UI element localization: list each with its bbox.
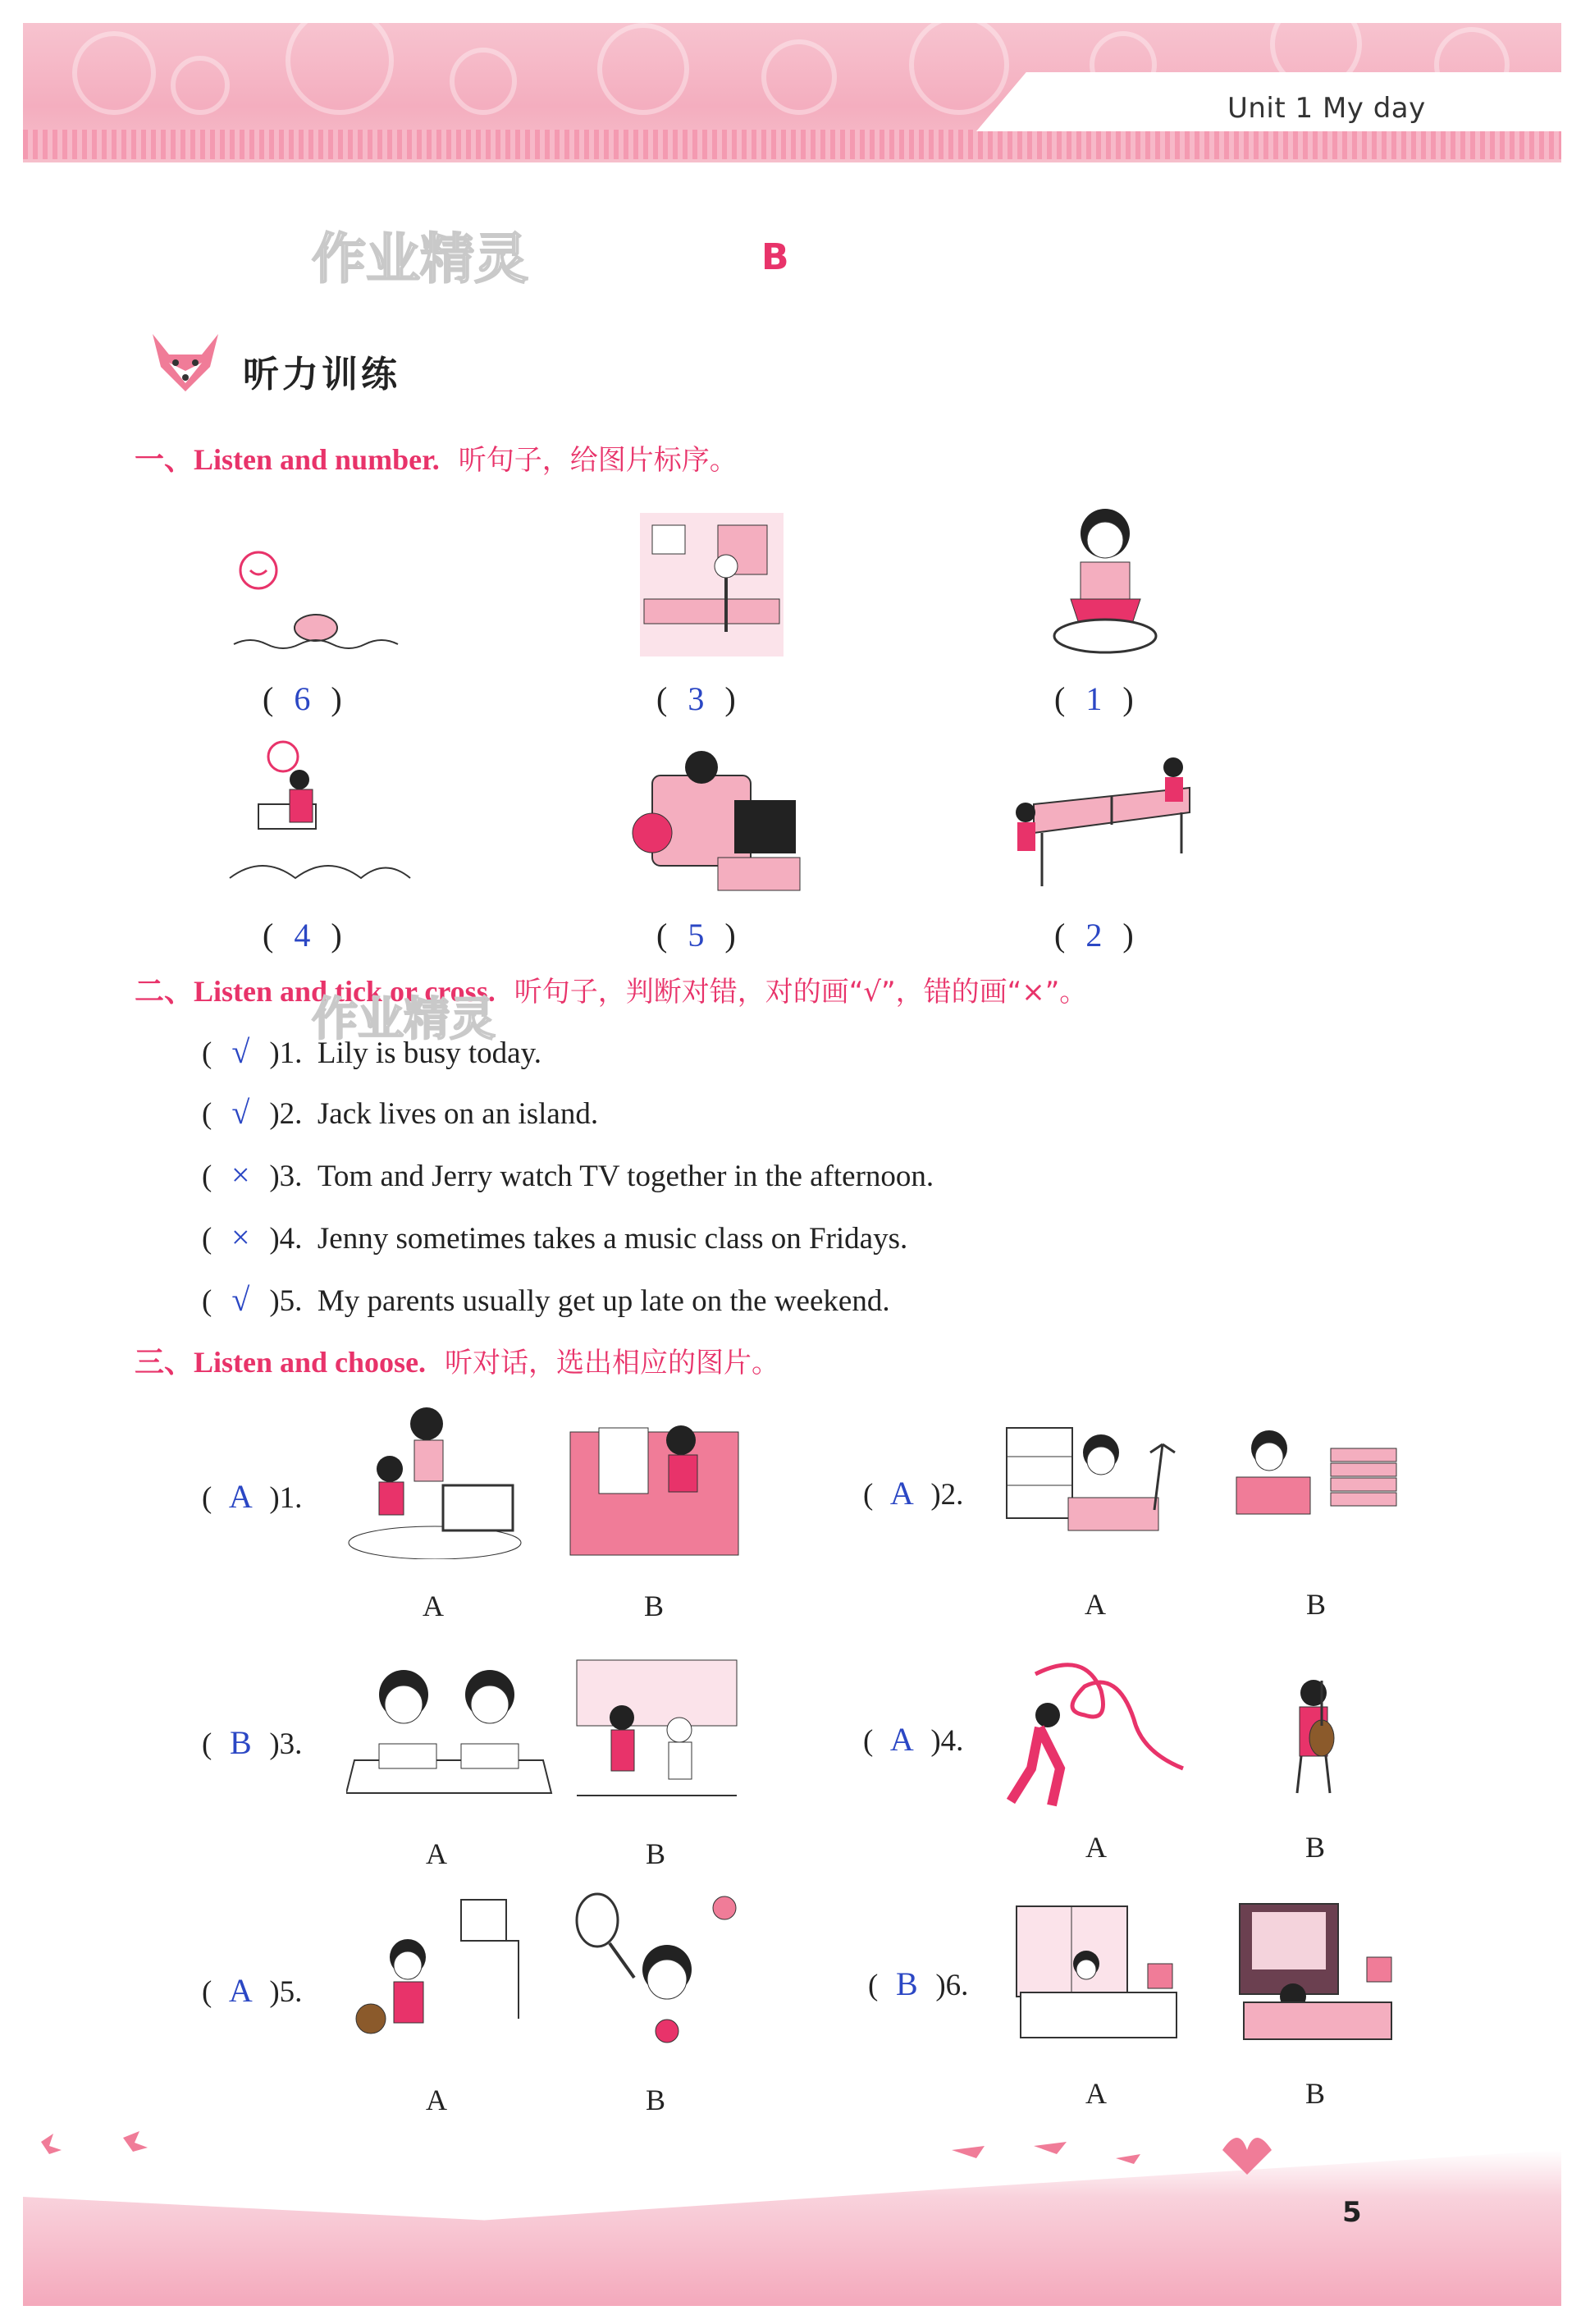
picture-q6-b xyxy=(1236,1900,1408,2043)
part1-answer-4: ( 4 ) xyxy=(263,917,342,954)
part3-item-5: ( A )5. xyxy=(202,1972,303,2009)
fox-icon xyxy=(144,330,226,396)
page-number: 5 xyxy=(1342,2196,1362,2229)
part2-item-3: ( × )3. Tom and Jerry watch TV together in the afternoon. xyxy=(202,1156,934,1193)
q5-label-a: A xyxy=(426,2084,447,2116)
part1-answer-3: ( 1 ) xyxy=(1054,680,1134,717)
unit-title: Unit 1 My day xyxy=(1227,92,1426,125)
q1-label-a: A xyxy=(423,1590,444,1622)
heart-decoration-icon xyxy=(25,2117,172,2166)
picture-washing-clothes xyxy=(1046,501,1165,661)
part1-heading-en: 一、Listen and number. xyxy=(135,443,440,476)
part3-item-4: ( A )4. xyxy=(863,1721,964,1758)
listening-title: 听力训练 xyxy=(243,354,400,396)
picture-q5-a xyxy=(346,1896,527,2060)
part1-answer-6: ( 2 ) xyxy=(1054,917,1134,954)
watermark: 作业精灵 xyxy=(312,227,528,290)
part1-answer-1: ( 6 ) xyxy=(263,680,342,717)
picture-q6-a xyxy=(1012,1902,1185,2046)
picture-q4-b xyxy=(1268,1648,1359,1800)
q2-label-a: A xyxy=(1085,1588,1106,1621)
picture-q1-b xyxy=(566,1407,742,1559)
part3-item-2: ( A )2. xyxy=(863,1475,964,1512)
part2-heading-cn: 听句子，判断对错，对的画“√”，错的画“×”。 xyxy=(514,976,1088,1009)
star-decoration-icon xyxy=(943,2125,1272,2183)
picture-q3-a xyxy=(346,1662,555,1809)
picture-q2-b xyxy=(1224,1416,1409,1539)
part2-heading xyxy=(135,968,1087,1010)
picture-q4-a xyxy=(1003,1649,1191,1809)
picture-sweeping xyxy=(636,509,788,661)
footer-band xyxy=(23,2150,1561,2306)
part3-item-3: ( B )3. xyxy=(202,1724,303,1761)
part2-item-5: ( √ )5. My parents usually get up late on the weekend. xyxy=(202,1281,890,1318)
part3-heading xyxy=(135,1339,779,1381)
picture-q1-a xyxy=(345,1403,525,1559)
part3-item-6: ( B )6. xyxy=(868,1965,969,2002)
q2-label-b: B xyxy=(1306,1588,1327,1621)
picture-q3-b xyxy=(569,1656,745,1812)
picture-watching-tv xyxy=(619,743,808,899)
q6-label-b: B xyxy=(1305,2077,1326,2110)
part1-answer-2: ( 3 ) xyxy=(656,680,736,717)
part2-item-2: ( √ )2. Jack lives on an island. xyxy=(202,1094,599,1131)
picture-park-bench xyxy=(226,739,414,890)
part2-item-4: ( × )4. Jenny sometimes takes a music class on Fridays. xyxy=(202,1219,908,1256)
q4-label-a: A xyxy=(1085,1831,1107,1864)
part1-heading-cn: 听句子，给图片标序。 xyxy=(458,444,738,477)
q4-label-b: B xyxy=(1305,1831,1326,1864)
q1-label-b: B xyxy=(644,1590,665,1622)
picture-q2-a xyxy=(1003,1420,1187,1543)
part1-answer-5: ( 5 ) xyxy=(656,917,736,954)
q6-label-a: A xyxy=(1085,2077,1107,2110)
part1-heading xyxy=(135,437,738,478)
watermark: 作业精灵 xyxy=(312,993,496,1046)
part3-heading-en: 三、Listen and choose. xyxy=(135,1346,427,1379)
q5-label-b: B xyxy=(646,2084,666,2116)
part2-heading-en: 二、Listen and tick or cross. xyxy=(135,975,496,1008)
q3-label-b: B xyxy=(646,1837,666,1870)
picture-ping-pong xyxy=(1001,755,1214,894)
picture-swimming xyxy=(226,542,406,656)
q3-label-a: A xyxy=(426,1837,447,1870)
part2-item-1: ( √ )1. Lily is busy today. xyxy=(202,1033,541,1070)
header-stripe xyxy=(23,130,1561,159)
part3-item-1: ( A )1. xyxy=(202,1478,303,1515)
section-letter: B xyxy=(761,236,789,278)
part3-heading-cn: 听对话，选出相应的图片。 xyxy=(445,1347,780,1379)
picture-q5-b xyxy=(569,1887,745,2060)
